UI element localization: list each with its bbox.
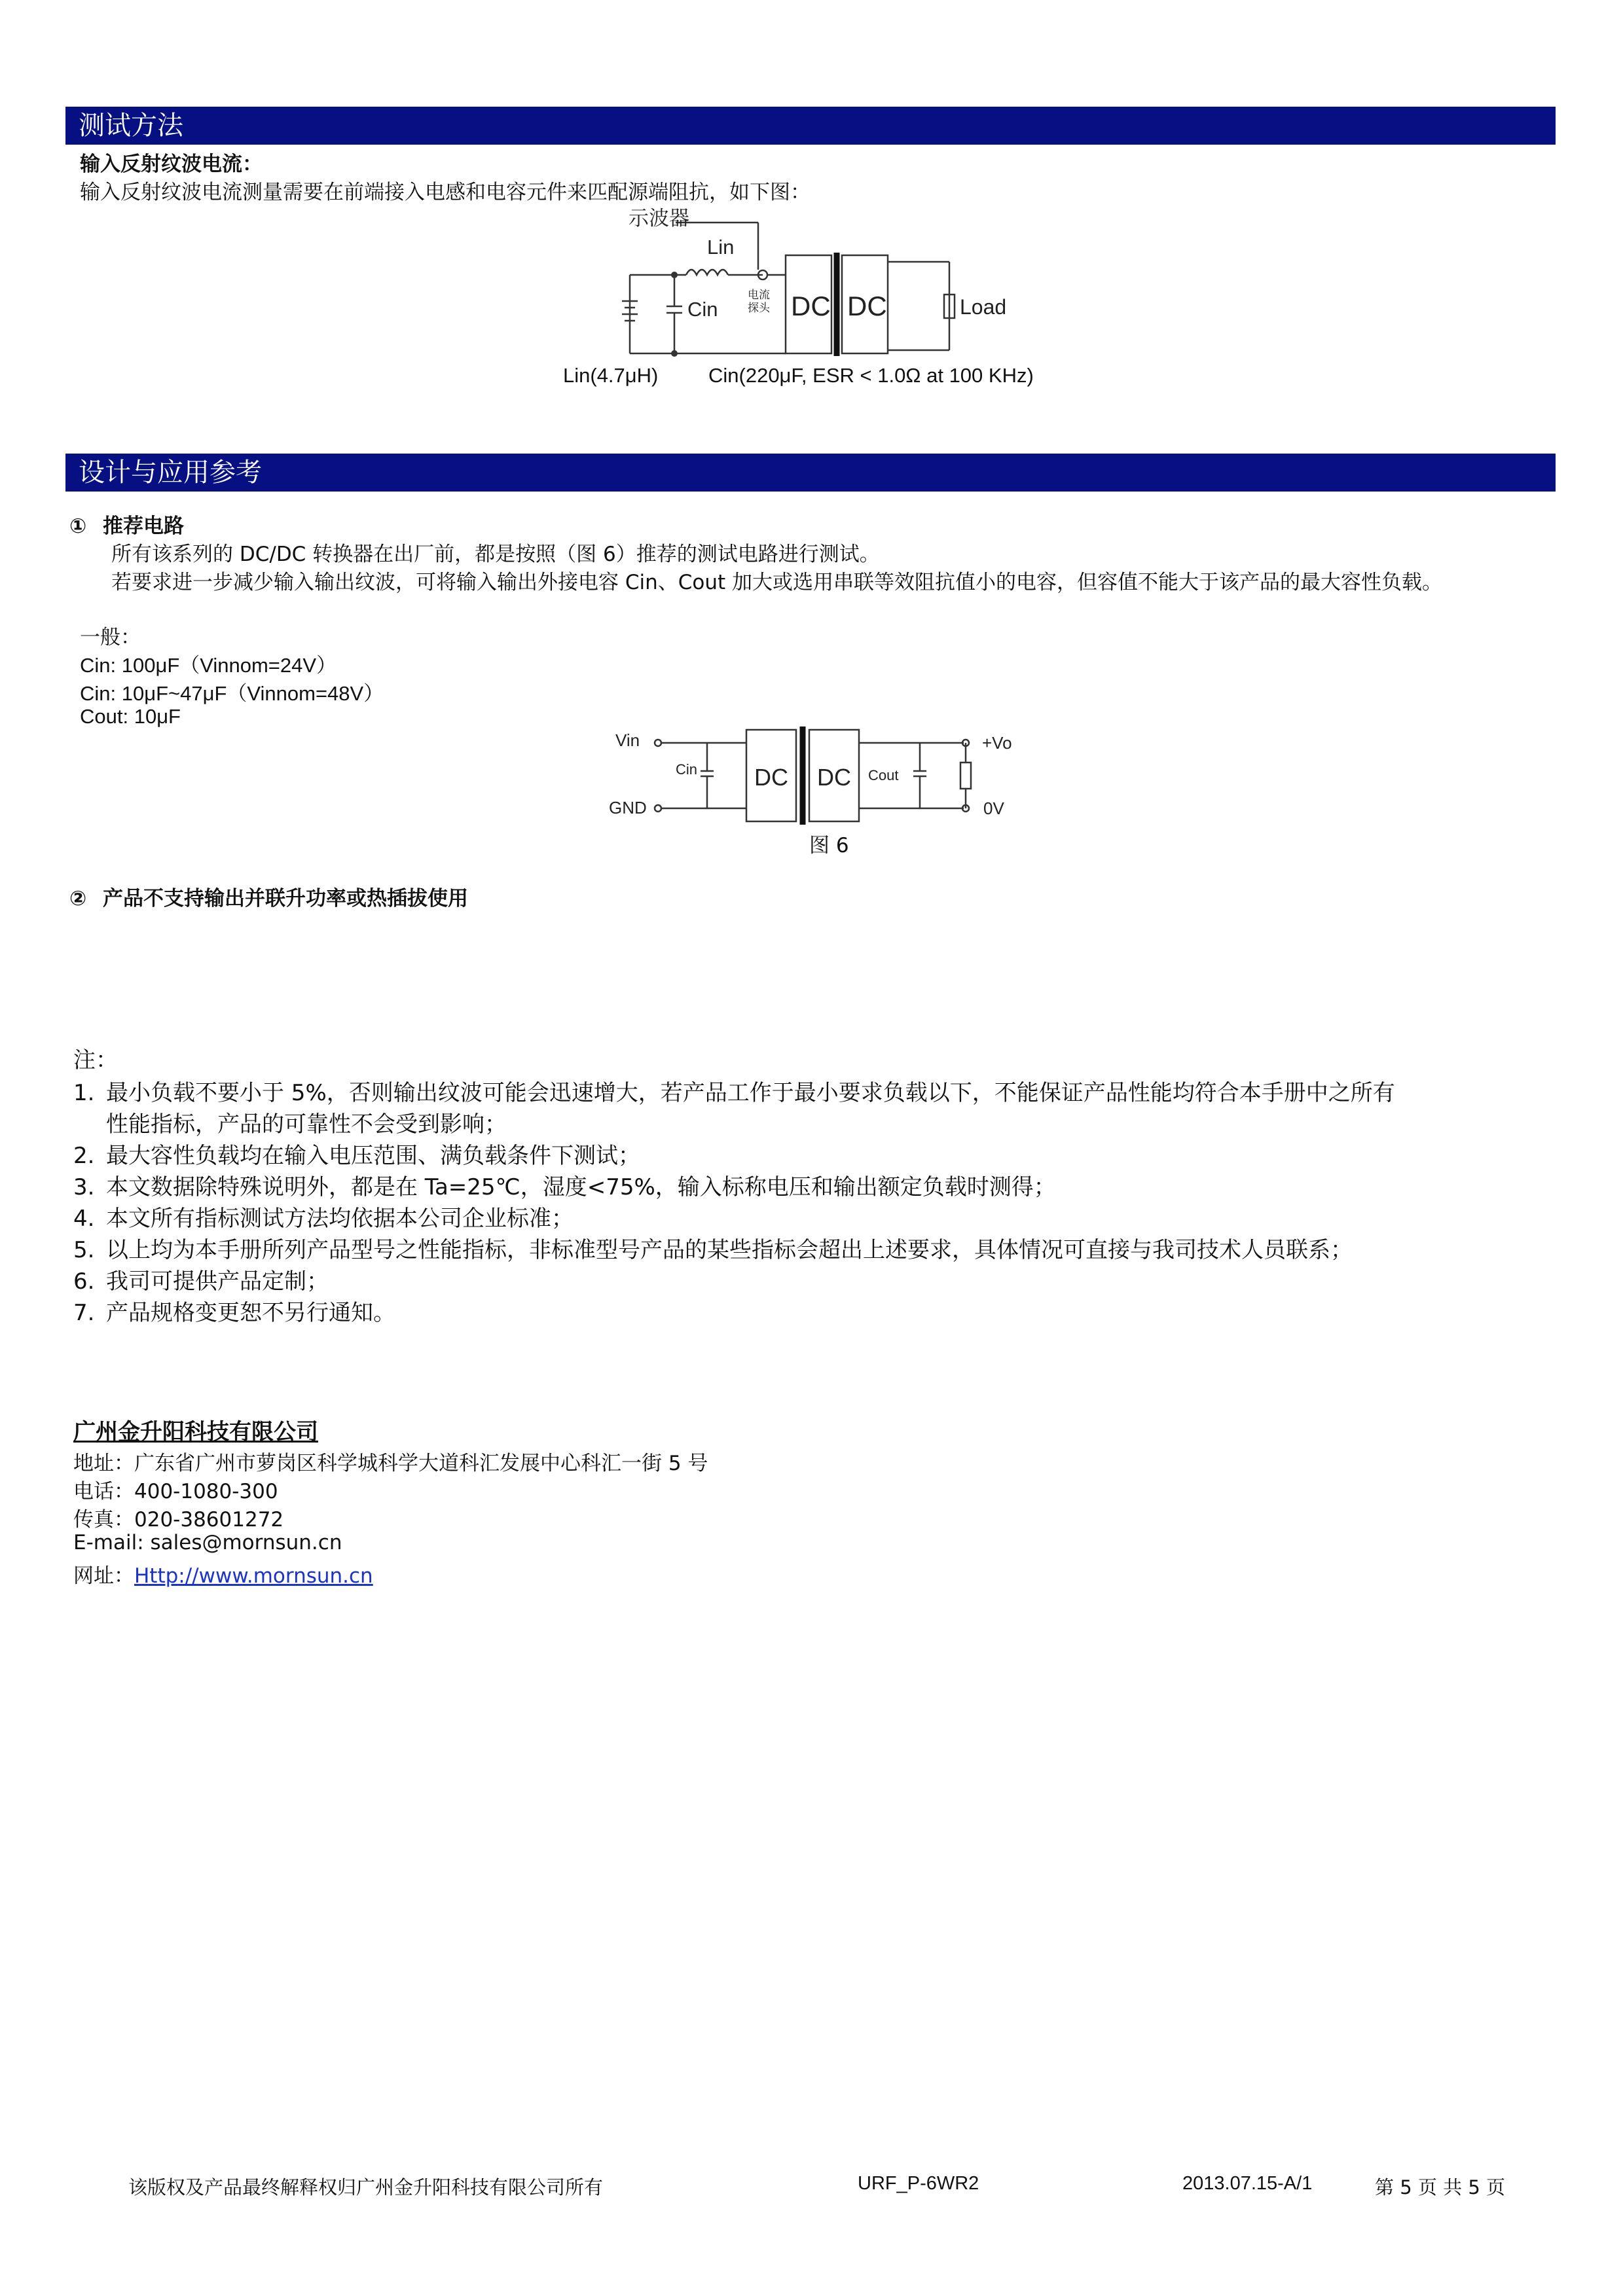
note-text: 最大容性负载均在输入电压范围、满负载条件下测试； (106, 1143, 640, 1169)
lin-label: Lin (707, 236, 735, 259)
footer-copyright: 该版权及产品最终解释权归广州金升阳科技有限公司所有 (128, 2176, 604, 2198)
item2-marker: ② (69, 887, 87, 910)
note-number: 6. (73, 1268, 95, 1295)
ripple-description: 输入反射纹波电流测量需要在前端接入电感和电容元件来匹配源端阻抗，如下图： (80, 181, 811, 204)
item1-paragraph-1: 所有该系列的 DC/DC 转换器在出厂前，都是按照（图 6）推荐的测试电路进行测试。 (111, 543, 880, 566)
note-item (73, 1263, 329, 1295)
lin-value: Lin(4.7μH) (563, 364, 659, 387)
fig6-dc-label-1: DC (754, 764, 788, 791)
note-text: 产品规格变更恕不另行通知。 (106, 1300, 395, 1326)
note-item (73, 1232, 1353, 1264)
note-text: 本文所有指标测试方法均依据本公司企业标准； (106, 1206, 574, 1232)
sub-heading-input-ripple: 输入反射纹波电流： (80, 152, 263, 176)
note-item (73, 1075, 1395, 1107)
note-number: 2. (73, 1143, 95, 1169)
item1-marker: ① (69, 514, 87, 538)
company-website (73, 1559, 373, 1588)
notes-label: 注： (73, 1047, 118, 1073)
fig6-dc-label-2: DC (817, 764, 851, 791)
footer-page-number: 第 5 页 共 5 页 (1375, 2176, 1505, 2198)
note-item (73, 1169, 1056, 1201)
note-number: 7. (73, 1300, 95, 1326)
section-heading-design: 设计与应用参考 (65, 454, 1556, 492)
note-number: 1. (73, 1080, 95, 1106)
note-number: 5. (73, 1237, 95, 1263)
fig6-vo-plus-label: +Vo (982, 733, 1012, 753)
item1-title: 推荐电路 (103, 514, 185, 538)
cin-label: Cin (687, 298, 718, 321)
fig6-gnd-label: GND (609, 798, 647, 817)
company-fax: 传真：020-38601272 (73, 1508, 284, 1532)
company-name: 广州金升阳科技有限公司 (73, 1419, 318, 1445)
note-number: 4. (73, 1206, 95, 1232)
oscilloscope-label: 示波器 (629, 207, 689, 230)
fig6-0v-label: 0V (983, 798, 1004, 818)
fig6-cin-label: Cin (676, 761, 698, 778)
footer-doc-code: URF_P-6WR2 (858, 2173, 979, 2194)
cout-spec: Cout: 10μF (80, 705, 181, 728)
item1-heading (69, 509, 184, 539)
fig6-caption: 图 6 (809, 834, 849, 857)
note-text: 最小负载不要小于 5%，否则输出纹波可能会迅速增大，若产品工作于最小要求负载以下，不能保证产品性能均符合本手册中之所有 (106, 1080, 1395, 1106)
item1-paragraph-2: 若要求进一步减少输入输出纹波，可将输入输出外接电容 Cin、Cout 加大或选用串联等效阻抗值小的电容，但容值不能大于该产品的最大容性负载。 (111, 571, 1443, 594)
cin-spec-48v: Cin: 10μF~47μF（Vinnom=48V） (80, 682, 384, 705)
general-label: 一般： (80, 626, 141, 649)
item2-heading (69, 882, 468, 911)
footer-date: 2013.07.15-A/1 (1182, 2173, 1313, 2194)
note-continuation: 性能指标，产品的可靠性不会受到影响； (106, 1111, 507, 1138)
website-link[interactable]: Http://www.mornsun.cn (134, 1564, 373, 1588)
website-label: 网址： (73, 1564, 134, 1588)
note-item (73, 1200, 574, 1232)
fig6-vin-label: Vin (615, 730, 640, 750)
probe-label-2: 探头 (748, 302, 770, 314)
note-text: 以上均为本手册所列产品型号之性能指标，非标准型号产品的某些指标会超出上述要求，具体情况可直接与我司技术人员联系； (106, 1237, 1353, 1263)
note-text: 本文数据除特殊说明外，都是在 Ta=25℃，湿度<75%，输入标称电压和输出额定负载时测得； (106, 1174, 1056, 1200)
dc-label-2: DC (847, 291, 887, 321)
company-phone: 电话：400-1080-300 (73, 1480, 278, 1503)
note-item (73, 1295, 395, 1327)
cin-value: Cin(220μF, ESR < 1.0Ω at 100 KHz) (708, 364, 1034, 387)
company-email: E-mail: sales@mornsun.cn (73, 1531, 342, 1554)
section-heading-test-method: 测试方法 (65, 107, 1556, 145)
fig6-cout-label: Cout (868, 767, 899, 783)
probe-label-1: 电流 (748, 289, 770, 301)
dc-label-1: DC (791, 291, 831, 321)
load-label: Load (960, 295, 1007, 319)
note-item (73, 1138, 640, 1170)
cin-spec-24v: Cin: 100μF（Vinnom=24V） (80, 654, 337, 677)
item2-title: 产品不支持输出并联升功率或热插拔使用 (103, 887, 469, 910)
note-text: 我司可提供产品定制； (106, 1268, 329, 1295)
company-address: 地址：广东省广州市萝岗区科学城科学大道科汇发展中心科汇一街 5 号 (73, 1452, 708, 1475)
note-number: 3. (73, 1174, 95, 1200)
